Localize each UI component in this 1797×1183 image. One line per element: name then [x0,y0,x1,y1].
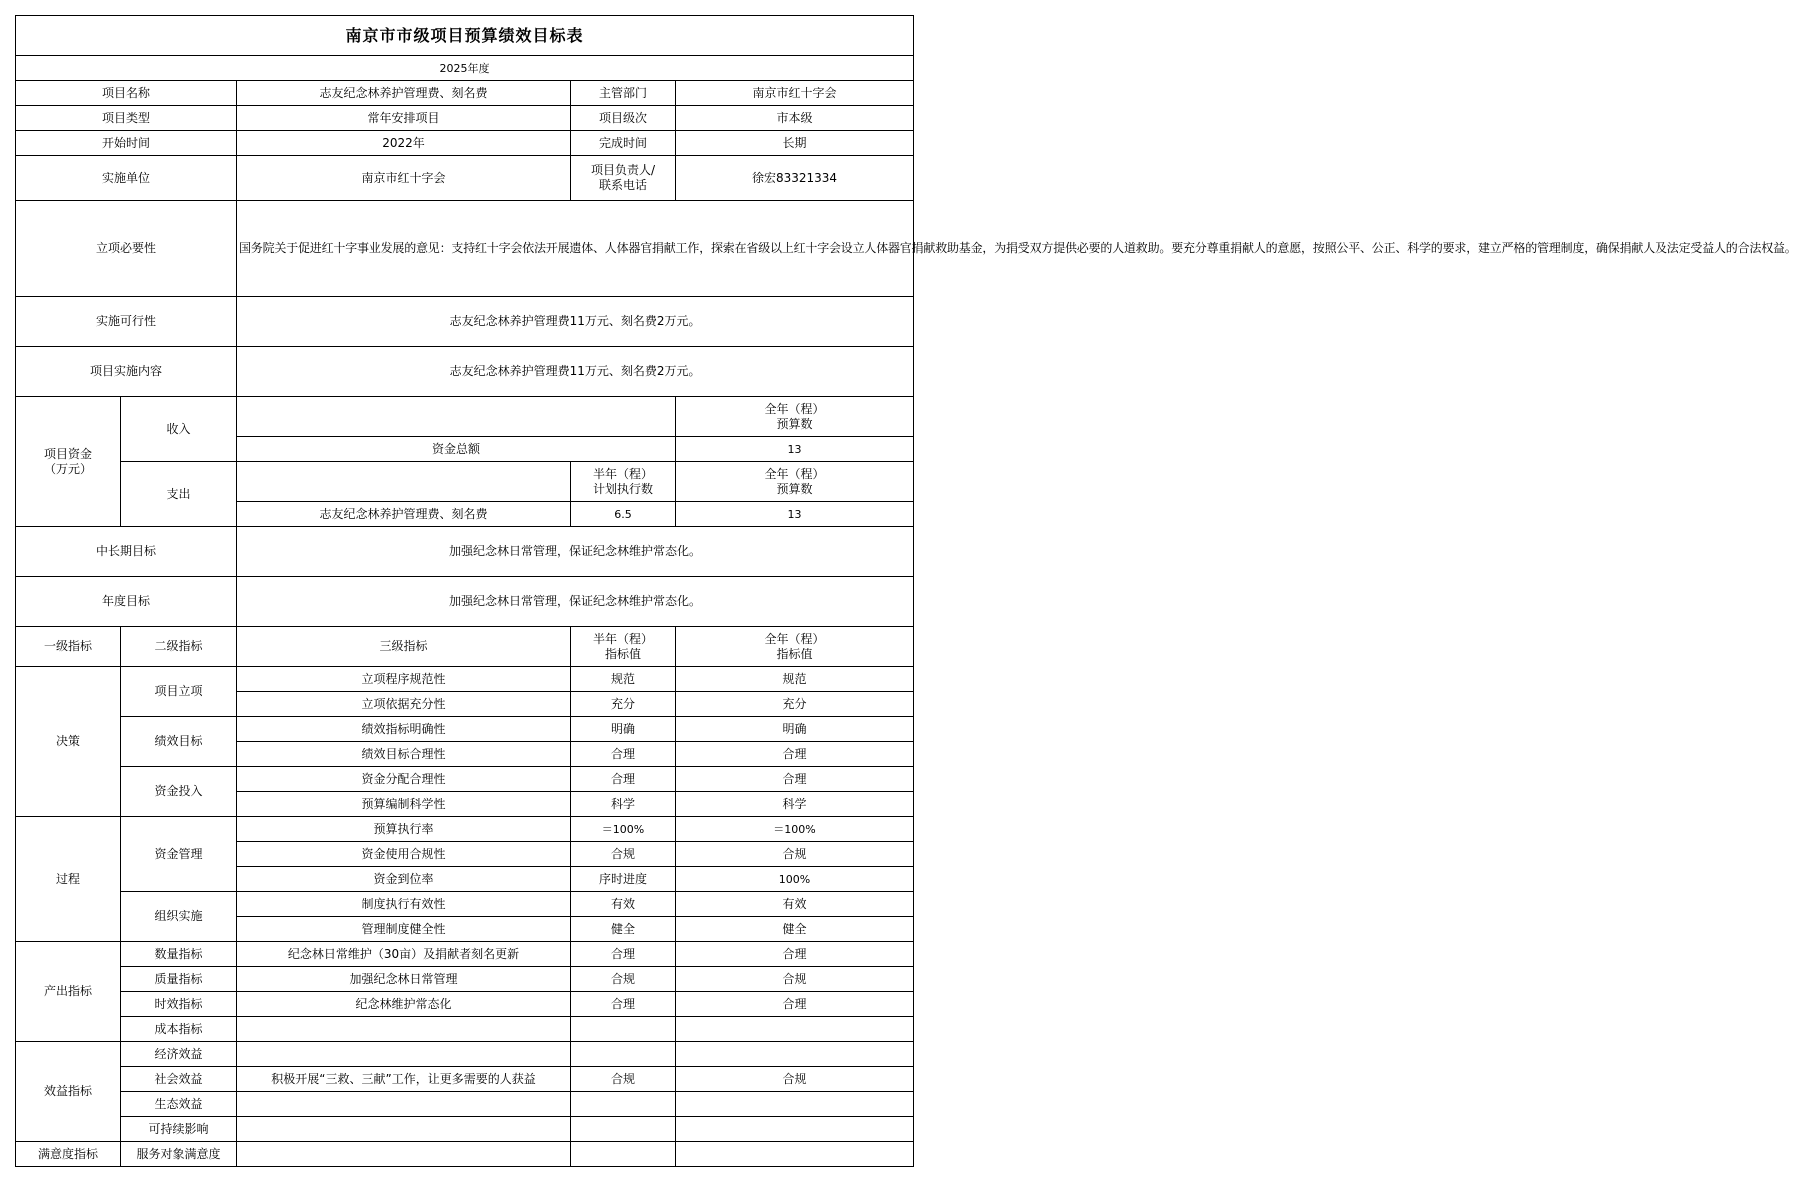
indicator-half-empty [571,1042,676,1067]
funds-label: 项目资金 （万元） [16,397,121,527]
income-total-value: 13 [676,437,914,462]
indicator-name: 管理制度健全性 [237,917,571,942]
dept-label: 主管部门 [571,81,676,106]
feasibility-text: 志友纪念林养护管理费11万元、刻名费2万元。 [237,297,914,347]
indicator-name: 预算执行率 [237,817,571,842]
indicator-name: 资金使用合规性 [237,842,571,867]
indicator-name: 资金到位率 [237,867,571,892]
indicator-half-empty [571,1017,676,1042]
indicator-full: 充分 [676,692,914,717]
project-name-label: 项目名称 [16,81,237,106]
level2-timeliness: 时效指标 [121,992,237,1017]
expense-full-value: 13 [676,502,914,527]
page-title: 南京市市级项目预算绩效目标表 [16,16,914,56]
level2-service-satisfaction: 服务对象满意度 [121,1142,237,1167]
level1-decision: 决策 [16,667,121,817]
long-term-goal-label: 中长期目标 [16,527,237,577]
indicator-name: 资金分配合理性 [237,767,571,792]
indicator-full: 合规 [676,842,914,867]
indicator-name: 积极开展“三救、三献”工作，让更多需要的人获益 [237,1067,571,1092]
project-level-label: 项目级次 [571,106,676,131]
income-label: 收入 [121,397,237,462]
indicator-full: 合规 [676,967,914,992]
level1-benefit: 效益指标 [16,1042,121,1142]
indicator-name: 立项依据充分性 [237,692,571,717]
indicator-name: 立项程序规范性 [237,667,571,692]
indicator-half: 充分 [571,692,676,717]
impl-unit-label: 实施单位 [16,156,237,201]
half-value-header: 半年（程） 指标值 [571,627,676,667]
indicator-half: 合理 [571,942,676,967]
budget-year: 2025年度 [16,56,914,81]
level1-satisfaction: 满意度指标 [16,1142,121,1167]
indicator-full: 合理 [676,992,914,1017]
income-total-label: 资金总额 [237,437,676,462]
level2-org-implementation: 组织实施 [121,892,237,942]
indicator-full-empty [676,1117,914,1142]
level1-output: 产出指标 [16,942,121,1042]
performance-target-table [15,15,1797,1167]
level2-quantity: 数量指标 [121,942,237,967]
necessity-text: 国务院关于促进红十字事业发展的意见：支持红十字会依法开展遗体、人体器官捐献工作，探索在省级以上红十字会设立人体器官捐献救助基金，为捐受双方提供必要的人道救助。要充分尊重捐献人的意愿，按照公平、公正、科学的要求，建立严格的管理制度，确保捐献人及法定受益人的合法权益。 [237,201,914,297]
indicator-half: 科学 [571,792,676,817]
indicator-full: 100% [676,867,914,892]
indicator-full-empty [676,1142,914,1167]
indicator-full: 明确 [676,717,914,742]
indicator-full: 规范 [676,667,914,692]
indicator-half: 合规 [571,967,676,992]
project-leader-label: 项目负责人/ 联系电话 [571,156,676,201]
level2-fund-input: 资金投入 [121,767,237,817]
level2-project-setup: 项目立项 [121,667,237,717]
expense-blank [237,462,571,502]
level1-header: 一级指标 [16,627,121,667]
indicator-half: 合理 [571,767,676,792]
indicator-half: 序时进度 [571,867,676,892]
necessity-label: 立项必要性 [16,201,237,297]
project-type-value: 常年安排项目 [237,106,571,131]
indicator-name-empty [237,1117,571,1142]
expense-label: 支出 [121,462,237,527]
indicator-half: 合规 [571,1067,676,1092]
indicator-half-empty [571,1142,676,1167]
level2-social: 社会效益 [121,1067,237,1092]
indicator-name: 预算编制科学性 [237,792,571,817]
level2-performance-goal: 绩效目标 [121,717,237,767]
start-time-label: 开始时间 [16,131,237,156]
indicator-half: 有效 [571,892,676,917]
indicator-half-empty [571,1117,676,1142]
indicator-half: ＝100% [571,817,676,842]
end-time-value: 长期 [676,131,914,156]
dept-value: 南京市红十字会 [676,81,914,106]
indicator-full: 健全 [676,917,914,942]
level2-economic: 经济效益 [121,1042,237,1067]
level2-header: 二级指标 [121,627,237,667]
indicator-full: 合理 [676,942,914,967]
indicator-name: 制度执行有效性 [237,892,571,917]
project-type-label: 项目类型 [16,106,237,131]
level2-fund-management: 资金管理 [121,817,237,892]
indicator-name: 加强纪念林日常管理 [237,967,571,992]
project-leader-value: 徐宏83321334 [676,156,914,201]
full-value-header: 全年（程） 指标值 [676,627,914,667]
indicator-half: 合理 [571,992,676,1017]
indicator-full: 合理 [676,767,914,792]
annual-goal-text: 加强纪念林日常管理，保证纪念林维护常态化。 [237,577,914,627]
level1-process: 过程 [16,817,121,942]
level2-cost: 成本指标 [121,1017,237,1042]
expense-full-header: 全年（程） 预算数 [676,462,914,502]
indicator-half: 健全 [571,917,676,942]
expense-half-value: 6.5 [571,502,676,527]
indicator-half-empty [571,1092,676,1117]
indicator-full: 科学 [676,792,914,817]
project-level-value: 市本级 [676,106,914,131]
indicator-full-empty [676,1042,914,1067]
indicator-name-empty [237,1092,571,1117]
end-time-label: 完成时间 [571,131,676,156]
content-text: 志友纪念林养护管理费11万元、刻名费2万元。 [237,347,914,397]
level3-header: 三级指标 [237,627,571,667]
indicator-name: 绩效指标明确性 [237,717,571,742]
annual-goal-label: 年度目标 [16,577,237,627]
indicator-name: 纪念林维护常态化 [237,992,571,1017]
indicator-half: 规范 [571,667,676,692]
expense-item-name: 志友纪念林养护管理费、刻名费 [237,502,571,527]
indicator-name: 纪念林日常维护（30亩）及捐献者刻名更新 [237,942,571,967]
indicator-name: 绩效目标合理性 [237,742,571,767]
indicator-half: 合理 [571,742,676,767]
income-blank [237,397,676,437]
indicator-name-empty [237,1042,571,1067]
project-name-value: 志友纪念林养护管理费、刻名费 [237,81,571,106]
start-time-value: 2022年 [237,131,571,156]
expense-half-header: 半年（程） 计划执行数 [571,462,676,502]
indicator-full: 合规 [676,1067,914,1092]
indicator-full: 合理 [676,742,914,767]
level2-ecological: 生态效益 [121,1092,237,1117]
indicator-half: 合规 [571,842,676,867]
level2-quality: 质量指标 [121,967,237,992]
level2-sustainability: 可持续影响 [121,1117,237,1142]
long-term-goal-text: 加强纪念林日常管理，保证纪念林维护常态化。 [237,527,914,577]
indicator-full: ＝100% [676,817,914,842]
indicator-half: 明确 [571,717,676,742]
indicator-name-empty [237,1142,571,1167]
income-full-header: 全年（程） 预算数 [676,397,914,437]
indicator-full-empty [676,1017,914,1042]
content-label: 项目实施内容 [16,347,237,397]
indicator-name-empty [237,1017,571,1042]
feasibility-label: 实施可行性 [16,297,237,347]
impl-unit-value: 南京市红十字会 [237,156,571,201]
indicator-full: 有效 [676,892,914,917]
indicator-full-empty [676,1092,914,1117]
